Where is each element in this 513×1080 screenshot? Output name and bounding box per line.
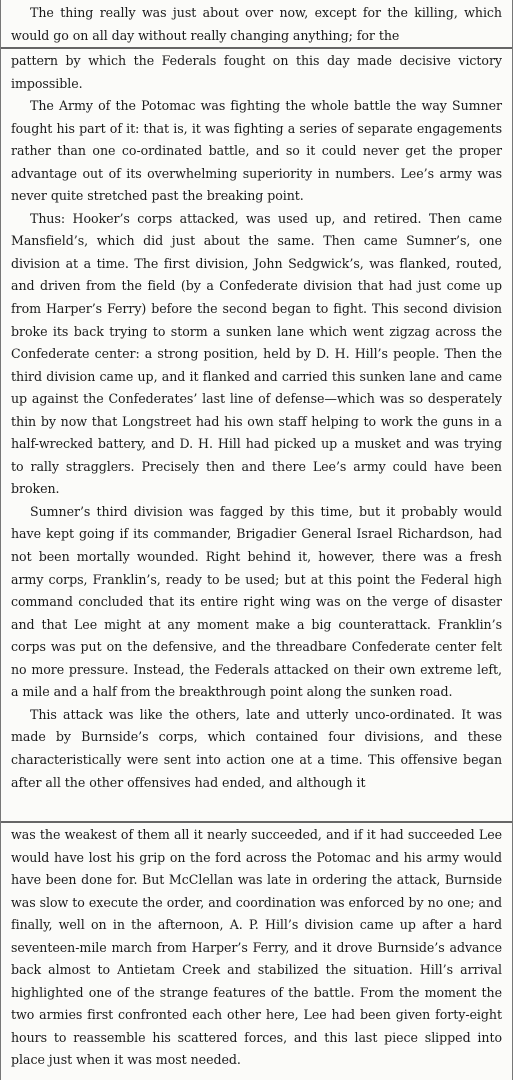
page-segment-1 — [1, 0, 512, 49]
paragraph: Thus: Hooker’s corps attacked, was used up, and retired. Then came Mansfield’s, which did just about the same. Then came Sumner’s, one division at a time. The first division, John Sedgwick’s, was flanked, routed, and driven from the field (by a Confederate division that had just come up from Harper’s Ferry) before the second began to fight. This second division broke its back trying to storm a sunken lane which went zigzag across the Confederate center: a strong position, held by D. H. Hill’s people. Then the third division came up, and it flanked and carried this sunken lane and came up against the Confederates’ last line of defense—which was so desperately thin by now that Longstreet had his own staff helping to work the guns in a half-wrecked battery, and D. H. Hill had picked up a musket and was trying to rally stragglers. Precisely then and there Lee’s army could have been broken. — [11, 210, 502, 497]
text-column — [1, 0, 512, 47]
paragraph: was the weakest of them all it nearly succeeded, and if it had succeeded Lee would have lost his grip on the ford across the Potomac and his army would have been done for. But McClellan was late in ordering the attack, Burnside was slow to execute the order, and coordination was enforced by no one; and finally, well on in the afternoon, A. P. Hill’s division came up after a hard seventeen-mile march from Harper’s Ferry, and it drove Burnside’s advance back almost to Antietam Creek and stabilized the situation. Hill’s arrival highlighted one of the strange features of the battle. From the moment the two armies first confronted each other here, Lee had been given forty-eight hours to reassemble his scattered forces, and this last piece slipped into place just when it was most needed. — [11, 827, 502, 1068]
paragraph: This attack was like the others, late and utterly unco-ordinated. It was made by Burnside’s corps, which contained four divisions, and these characteristically were sent into action one at a time. This offensive began after all the other offensives had ended, and although it — [11, 706, 502, 790]
page-segment-2 — [1, 48, 512, 823]
paragraph: pattern by which the Federals fought on this day made decisive victory impossible. — [11, 53, 502, 91]
paragraph: Sumner’s third division was fagged by this time, but it probably would have kept going if its commander, Brigadier General Israel Richardson, had not been mortally wounded. Right behind it, however, there was a fresh army corps, Franklin’s, ready to be used; but at this point the Federal high command concluded that its entire right wing was on the verge of disaster and that Lee might at any moment make a big counterattack. Franklin’s corps was put on the defensive, and the threadbare Confederate center felt no more pressure. Instead, the Federals attacked on their own extreme left, a mile and a half from the breakthrough point along the sunken road. — [11, 503, 502, 700]
paragraph: The thing really was just about over now, except for the killing, which would go on all day without really changing anything; for the — [11, 5, 502, 43]
text-column — [1, 822, 512, 1072]
paragraph: The Army of the Potomac was fighting the whole battle the way Sumner fought his part of it: that is, it was fighting a series of separate engagements rather than one co-ordinated battle, and so it could never get the proper advantage out of its overwhelming superiority in numbers. Lee’s army was never quite stretched past the breaking point. — [11, 98, 502, 204]
text-column — [1, 48, 512, 794]
page-segment-3 — [1, 822, 512, 1080]
